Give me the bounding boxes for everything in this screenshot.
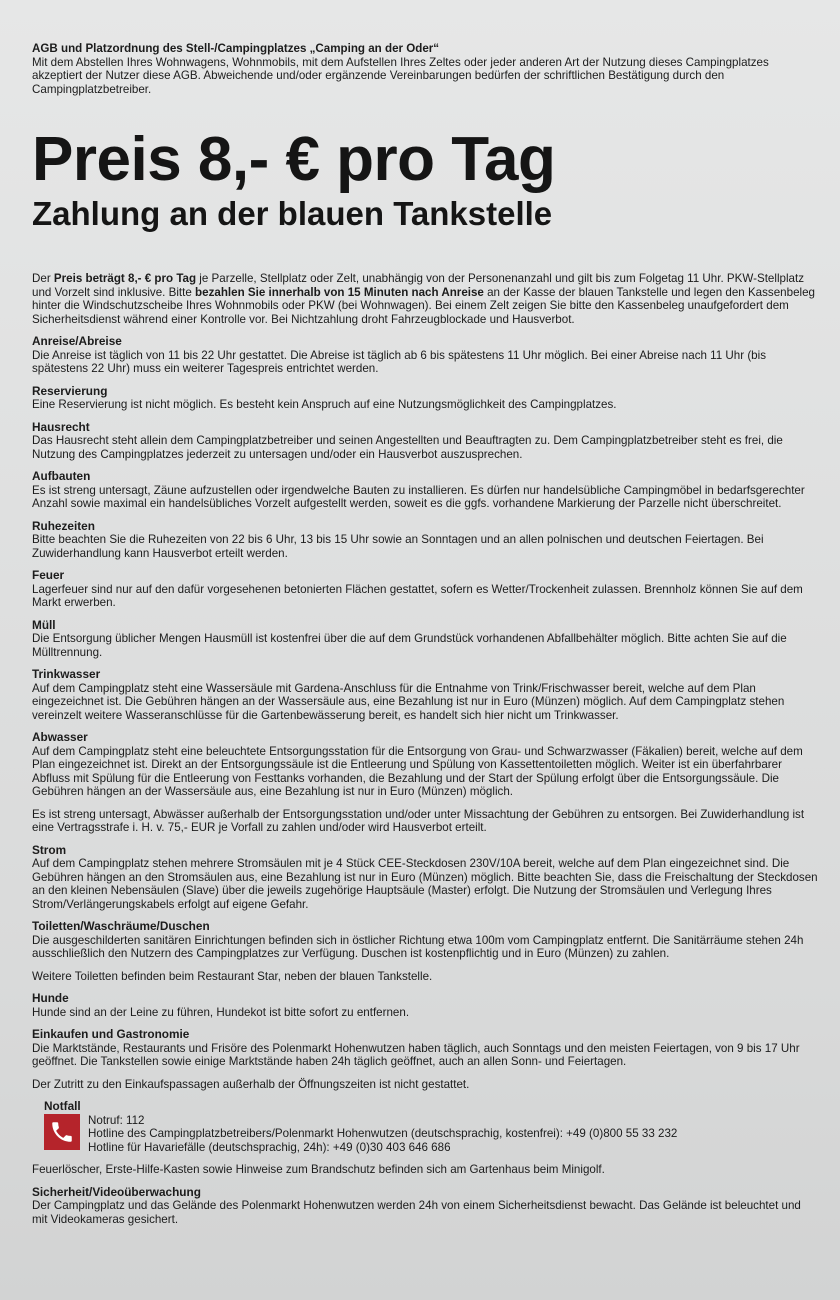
intro-text-1: Der xyxy=(32,272,54,286)
notfall-lines xyxy=(88,1114,677,1155)
header-title: AGB und Platzordnung des Stell-/Campingplatzes „Camping an der Oder“ xyxy=(32,42,440,55)
section-text: Die ausgeschilderten sanitären Einrichtungen befinden sich in östlicher Richtung etwa 100m vom Campingplatz entfernt. Die Sanitärräume stehen 24h ausschließlich den Nutzern des Campingplatzes zur Verfügung. Duschen ist kostenpflichtig und in Euro (Münzen) zu zahlen. xyxy=(32,933,804,961)
section-title: Reservierung xyxy=(32,383,108,398)
phone-icon-glyph xyxy=(49,1119,75,1145)
section-hunde xyxy=(32,992,818,1019)
section-title: Einkaufen und Gastronomie xyxy=(32,1027,190,1042)
section-anreise xyxy=(32,335,818,376)
intro-text-2: je Parzelle, Stellplatz oder Zelt, unabhängig von der Personenanzahl und gilt bis zum Folgetag 11 Uhr. PKW-Stellplatz und Vorzelt sind inklusive. Bitte xyxy=(32,272,805,299)
section-toiletten xyxy=(32,920,818,983)
section-title: Toiletten/Waschräume/Duschen xyxy=(32,919,210,934)
section-abwasser xyxy=(32,731,818,835)
section-text: Auf dem Campingplatz steht eine Wassersäule mit Gardena-Anschluss für die Entnahme von Trink/Frischwasser bereit, welche auf dem Plan eingezeichnet ist. Die Gebühren hängen an der Wassersäule aus, eine Bezahlung ist nur in Euro (Münzen) möglich. Auf dem Campingplatz stehen vereinzelt weitere Wasseranschlüsse für die Gartenbewässerung bereit, es handelt sich hier nicht um Trinkwasser. xyxy=(32,681,785,722)
section-title: Hunde xyxy=(32,991,69,1006)
section-text: Weitere Toiletten befinden beim Restaurant Star, neben der blauen Tankstelle. xyxy=(32,969,433,983)
section-text: Die Anreise ist täglich von 11 bis 22 Uhr gestattet. Die Abreise ist täglich ab 6 bis spätestens 11 Uhr möglich. Bei einer Abreise nach 11 Uhr (bis spätestens 22 Uhr) muss ein weiterer Tagespreis entrichtet werden. xyxy=(32,348,767,376)
section-ruhezeiten xyxy=(32,520,818,561)
section-title: Trinkwasser xyxy=(32,667,101,682)
section-text: Auf dem Campingplatz steht eine beleuchtete Entsorgungsstation für die Entsorgung von Grau- und Schwarzwasser (Fäkalien) bereit, welche auf dem Plan eingezeichnet ist. Direkt an der Entsorgungssäule ist die Entleerung und Spülung von Kassettentoiletten möglich. Weiter ist ein überfahrbarer Abfluss mit Spülung für die Entleerung von Festtanks vorhanden, die Bezahlung und der Start der Spülung erfolgt über die Entsorgungssäule. Die Gebühren hängen an der Wassersäule aus, eine Bezahlung ist nur in Euro (Münzen) möglich. xyxy=(32,744,803,799)
payment-headline: Zahlung an der blauen Tankstelle xyxy=(32,195,553,233)
section-title: Notfall xyxy=(44,1099,81,1114)
section-text: Das Hausrecht steht allein dem Campingplatzbetreiber und seinen Angestellten und Beauftragten zu. Dem Campingplatzbetreiber steht es frei, die Nutzung des Campingplatzes jederzeit zu untersagen und/oder ein Hausverbot auszusprechen. xyxy=(32,434,783,461)
section-text: Eine Reservierung ist nicht möglich. Es besteht kein Anspruch auf eine Nutzungsmöglichkeit des Campingplatzes. xyxy=(32,398,617,412)
section-text: Feuerlöscher, Erste-Hilfe-Kasten sowie Hinweise zum Brandschutz befinden sich am Gartenhaus beim Minigolf. xyxy=(32,1163,605,1177)
section-text: Es ist streng untersagt, Zäune aufzustellen oder irgendwelche Bauten zu installieren. Es dürfen nur handelsübliche Campingmöbel in bedarfsgerechter Anzahl sowie maximal ein handelsübliches Vorzelt aufgestellt werden, soweit es die ggfs. vorhandene Markierung der Parzelle nicht überschreitet. xyxy=(32,483,805,511)
section-text: Lagerfeuer sind nur auf den dafür vorgesehenen betonierten Flächen gestattet, sofern es Wetter/Trockenheit zulassen. Brennholz können Sie auf dem Markt erwerben. xyxy=(32,582,803,610)
section-text: Der Zutritt zu den Einkaufspassagen außerhalb der Öffnungszeiten ist nicht gestattet. xyxy=(32,1077,470,1091)
section-feuerloescher xyxy=(32,1163,818,1177)
section-muell xyxy=(32,619,818,660)
section-title: Aufbauten xyxy=(32,469,91,484)
section-text: Es ist streng untersagt, Abwässer außerhalb der Entsorgungsstation und/oder unter Missachtung der Gebühren zu entsorgen. Bei Zuwiderhandlung ist eine Vertragsstrafe i. H. v. 75,- EUR je Vorfall zu zahlen und/oder wird Hausverbot erteilt. xyxy=(32,807,805,835)
header-block xyxy=(32,42,818,96)
section-title: Abwasser xyxy=(32,730,88,745)
intro-bold-payment: bezahlen Sie innerhalb von 15 Minuten nach Anreise xyxy=(195,285,484,299)
section-feuer xyxy=(32,569,818,610)
intro-bold-price: Preis beträgt 8,- € pro Tag xyxy=(53,272,197,286)
section-title: Müll xyxy=(32,617,56,632)
section-strom xyxy=(32,844,818,912)
section-text: Hunde sind an der Leine zu führen, Hundekot ist bitte sofort zu entfernen. xyxy=(32,1005,410,1019)
section-text: Die Entsorgung üblicher Mengen Hausmüll ist kostenfrei über die auf dem Grundstück vorhandenen Abfallbehälter möglich. Bitte achten Sie auf die Mülltrennung. xyxy=(32,632,787,659)
notfall-row xyxy=(32,1114,818,1155)
section-einkaufen xyxy=(32,1028,818,1091)
section-title: Sicherheit/Videoüberwachung xyxy=(32,1184,201,1199)
section-title: Hausrecht xyxy=(32,419,90,434)
section-hausrecht xyxy=(32,421,818,462)
notfall-line-havarie: Hotline für Havariefälle (deutschsprachig, 24h): +49 (0)30 403 646 686 xyxy=(88,1140,451,1154)
notfall-line-notruf: Notruf: 112 xyxy=(88,1113,145,1127)
section-text: Bitte beachten Sie die Ruhezeiten von 22 bis 6 Uhr, 13 bis 15 Uhr sowie an Sonntagen und an allen polnischen und deutschen Feiertagen. Bei Zuwiderhandlung kann Hausverbot erteilt werden. xyxy=(32,533,764,560)
section-trinkwasser xyxy=(32,668,818,722)
notfall-line-hotline: Hotline des Campingplatzbetreibers/Polenmarkt Hohenwutzen (deutschsprachig, kostenfrei): +49 (0)800 55 33 232 xyxy=(88,1127,678,1141)
intro-paragraph xyxy=(32,272,818,326)
section-notfall xyxy=(32,1100,818,1154)
phone-icon xyxy=(44,1114,80,1150)
intro-text-3: an der Kasse der blauen Tankstelle und legen den Kassenbeleg hinter die Windschutzscheibe Ihres Wohnmobils oder PKW (bei Wohnwagen). Bei einem Zelt zeigen Sie bitte den Kassenbeleg unaufgefordert dem Sicherheitsdienst während einer Kontrolle vor. Bei Nichtzahlung droht Fahrzeugblockade und Hausverbot. xyxy=(32,285,815,326)
header-text: Mit dem Abstellen Ihres Wohnwagens, Wohnmobils, mit dem Aufstellen Ihres Zeltes oder jeder anderen Art der Nutzung dieses Campingplatzes akzeptiert der Nutzer diese AGB. Abweichende und/oder ergänzende Vereinbarungen bedürfen der schriftlichen Bestätigung durch den Campingplatzbetreiber. xyxy=(32,55,769,96)
section-text: Der Campingplatz und das Gelände des Polenmarkt Hohenwutzen werden 24h von einem Sicherheitsdienst bewacht. Das Gelände ist beleuchtet und mit Videokameras gesichert. xyxy=(32,1199,801,1226)
section-title: Feuer xyxy=(32,568,65,583)
section-title: Anreise/Abreise xyxy=(32,334,122,349)
section-sicherheit xyxy=(32,1186,818,1227)
section-title: Strom xyxy=(32,842,67,857)
section-aufbauten xyxy=(32,470,818,511)
section-text: Die Marktstände, Restaurants und Frisöre des Polenmarkt Hohenwutzen haben täglich, auch Sonntags und den meisten Feiertagen, von 9 bis 17 Uhr geöffnet. Die Tankstellen sowie einige Marktstände haben 24h täglich geöffnet, auch an allen Sonn- und Feiertagen. xyxy=(32,1041,800,1069)
section-text: Auf dem Campingplatz stehen mehrere Stromsäulen mit je 4 Stück CEE-Steckdosen 230V/10A bereit, welche auf dem Plan eingezeichnet sind. Die Gebühren hängen an den Stromsäulen aus, eine Bezahlung ist nur in Euro (Münzen) möglich. Bitte beachten Sie, dass die Freischaltung der Steckdosen an den kleinen Nebensäulen (Slave) über die jeweils zugehörige Hauptsäule (Master) erfolgt. Die Nutzung der Stromsäulen und Verlegung Ihres Strom/Verlängerungskabels erfolgt auf eigene Gefahr. xyxy=(32,857,818,911)
section-reservierung xyxy=(32,385,818,412)
price-headline: Preis 8,- € pro Tag xyxy=(32,125,556,195)
section-title: Ruhezeiten xyxy=(32,518,95,533)
